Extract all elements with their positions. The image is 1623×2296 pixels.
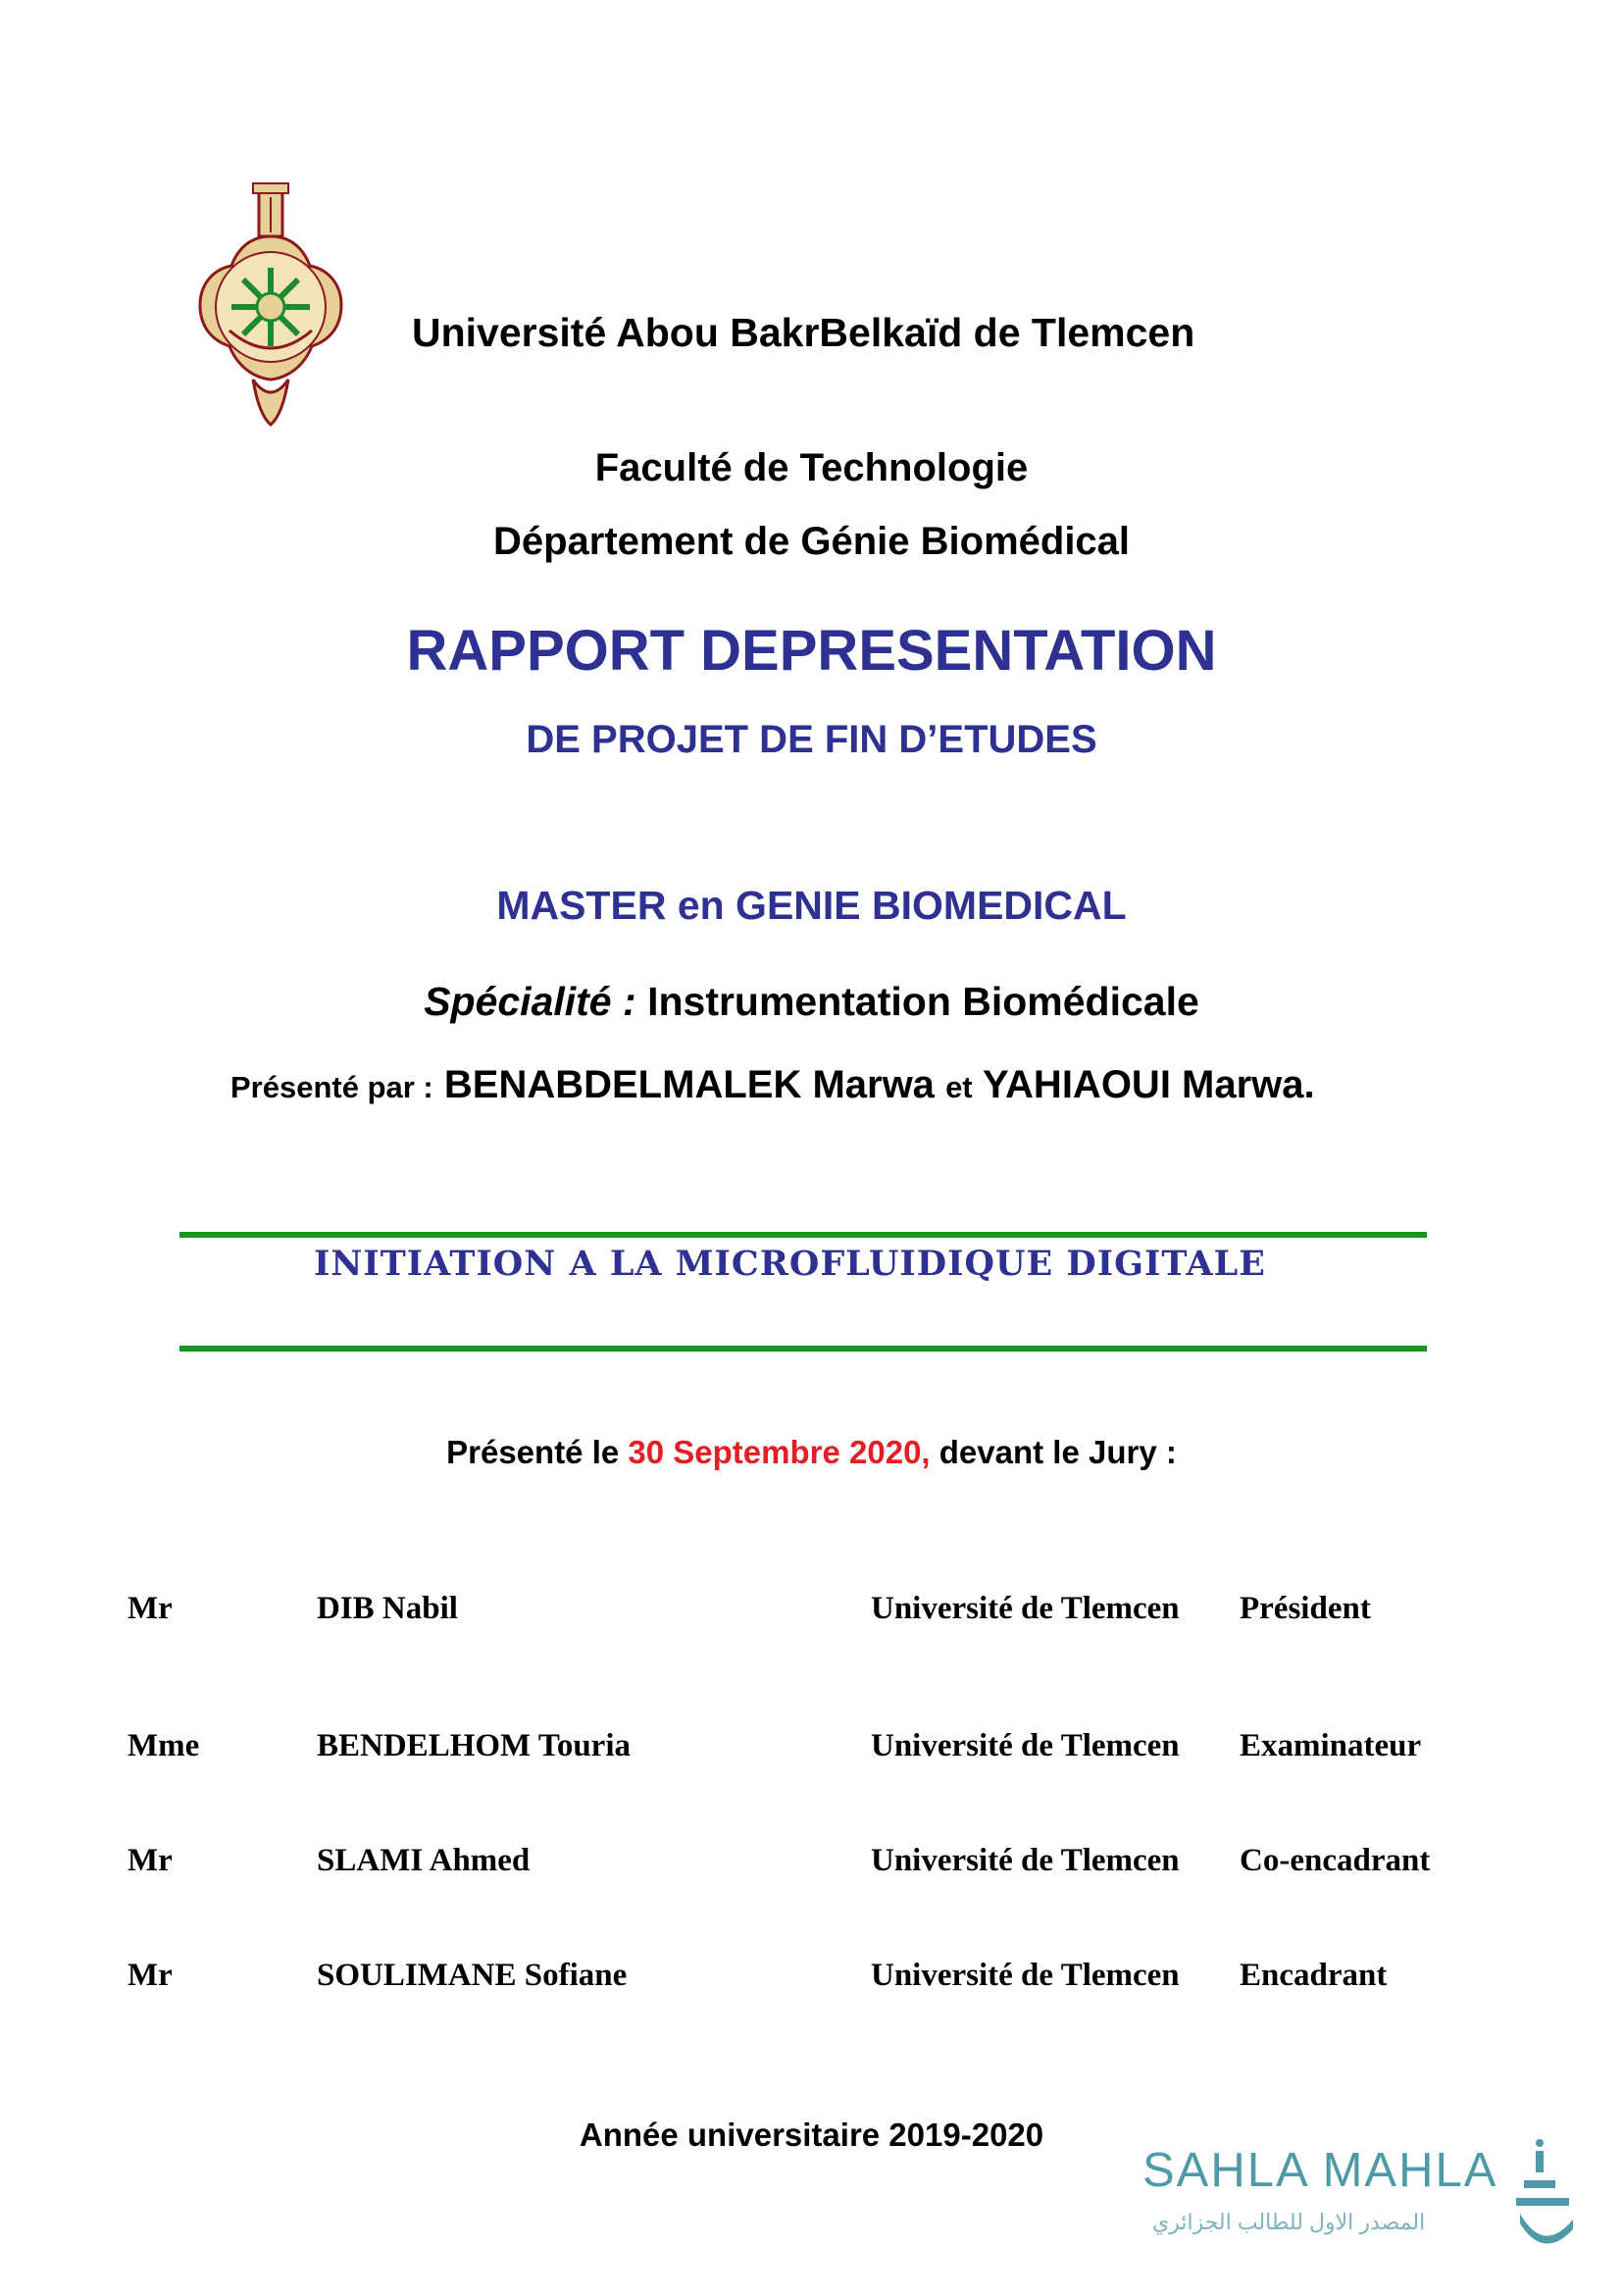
- jury-name: SLAMI Ahmed: [317, 1843, 531, 1878]
- jury-role: Encadrant: [1240, 1958, 1388, 1993]
- specialty: [0, 979, 1623, 1025]
- jury-institution: Université de Tlemcen: [871, 1958, 1180, 1993]
- jury-name: BENDELHOM Touria: [317, 1728, 631, 1763]
- presented-by: [230, 1063, 1315, 1107]
- specialty-value: Instrumentation Biomédicale: [647, 979, 1199, 1024]
- jury-title: Mr: [127, 1591, 173, 1626]
- presented-by-label: Présenté par :: [230, 1070, 433, 1104]
- title-bottom-divider: [179, 1346, 1427, 1352]
- jury-title: Mr: [127, 1843, 173, 1878]
- author-2: YAHIAOUI Marwa.: [983, 1063, 1315, 1106]
- jury-institution: Université de Tlemcen: [871, 1591, 1180, 1626]
- jury-intro-prefix: Présenté le: [446, 1434, 620, 1470]
- watermark-text: SAHLA MAHLA: [1142, 2144, 1498, 2197]
- university-logo: [194, 179, 347, 430]
- academic-year: Année universitaire 2019-2020: [579, 2117, 1044, 2153]
- jury-institution: Université de Tlemcen: [871, 1843, 1180, 1878]
- jury-role: Président: [1240, 1591, 1371, 1626]
- report-subtitle: DE PROJET DE FIN D’ETUDES: [526, 718, 1097, 761]
- defense-date: 30 Septembre 2020,: [628, 1434, 931, 1470]
- jury-name: DIB Nabil: [317, 1591, 458, 1626]
- jury-role: Co-encadrant: [1240, 1843, 1431, 1878]
- faculty-name: Faculté de Technologie: [594, 446, 1029, 489]
- jury-name: SOULIMANE Sofiane: [317, 1958, 628, 1993]
- watermark-arabic-tagline: المصدر الاول للطالب الجزائري: [1152, 2210, 1426, 2234]
- jury-role: Examinateur: [1240, 1728, 1422, 1763]
- jury-title: Mr: [127, 1958, 173, 1993]
- specialty-label: Spécialité :: [424, 979, 636, 1024]
- jury-institution: Université de Tlemcen: [871, 1728, 1180, 1763]
- jury-intro-suffix: devant le Jury :: [938, 1434, 1177, 1470]
- and-word: et: [945, 1070, 973, 1104]
- author-1: BENABDELMALEK Marwa: [443, 1063, 935, 1106]
- sahla-mahla-watermark: [1142, 2143, 1579, 2270]
- report-title: RAPPORT DEPRESENTATION: [406, 619, 1217, 683]
- thesis-title: INITIATION A LA MICROFLUIDIQUE DIGITALE: [314, 1244, 1266, 1284]
- watermark-emblem-icon: [1510, 2137, 1579, 2255]
- department-name: Département de Génie Biomédical: [492, 520, 1131, 563]
- title-top-divider: [179, 1232, 1427, 1238]
- jury-intro: [0, 1434, 1623, 1471]
- university-name: Université Abou BakrBelkaïd de Tlemcen: [412, 310, 1195, 355]
- jury-title: Mme: [127, 1728, 200, 1763]
- master-degree: MASTER en GENIE BIOMEDICAL: [496, 883, 1127, 928]
